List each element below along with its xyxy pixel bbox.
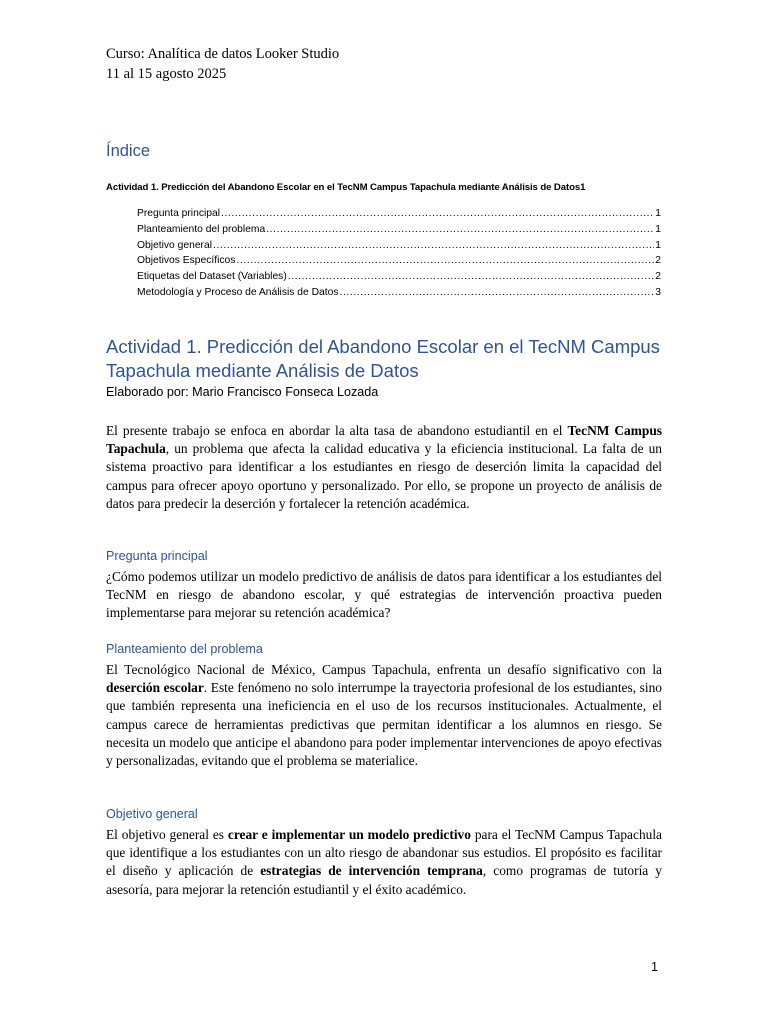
toc-leader-dots (213, 238, 654, 254)
toc-entry-objetivos-especificos[interactable] (137, 253, 661, 269)
course-name: Curso: Analítica de datos Looker Studio (106, 46, 340, 62)
document-title: Actividad 1. Predicción del Abandono Escolar en el TecNM Campus Tapachula mediante Análisis de Datos (106, 336, 660, 381)
toc-entry-label: Planteamiento del problema (137, 223, 266, 235)
toc-entry-planteamiento[interactable] (137, 222, 661, 238)
page-number: 1 (651, 960, 659, 974)
course-dates: 11 al 15 agosto 2025 (106, 66, 227, 82)
toc-leader-dots (288, 269, 655, 285)
objetivo-bold-1: crear e implementar un modelo predictivo (227, 827, 471, 842)
heading-pregunta-principal: Pregunta principal (106, 549, 208, 563)
toc-entry-pregunta-principal[interactable] (137, 206, 661, 222)
planteamiento-bold: deserción escolar (106, 680, 204, 696)
objetivo-bold-2: estrategias de intervención temprana (260, 863, 483, 879)
planteamiento-text-1: El Tecnológico Nacional de México, Campus Tapachula, enfrenta un desafío significativo con la (106, 662, 662, 677)
toc-leader-dots (221, 206, 654, 222)
toc-main-entry[interactable]: Actividad 1. Predicción del Abandono Escolar en el TecNM Campus Tapachula mediante Análisis de Datos1 (106, 182, 586, 193)
intro-text-1: El presente trabajo se enfoca en abordar la alta tasa de abandono estudiantil en el (106, 423, 568, 438)
author-line: Elaborado por: Mario Francisco Fonseca Lozada (106, 385, 379, 399)
toc-leader-dots (266, 222, 654, 238)
toc-entry-metodologia[interactable] (137, 285, 661, 301)
planteamiento-text-2: . Este fenómeno no solo interrumpe la trayectoria profesional de los estudiantes, sino que también representa una ineficiencia en el uso de los recursos institucionales. Actualmente, el campus carece de herramientas predictivas que permitan identificar a los alumnos en riesgo. Se necesita un modelo que anticipe el abandono para poder implementar intervenciones de apoyo efectivas y personalizadas, evitando que el problema se materialice. (106, 680, 662, 769)
intro-text-2: , un problema que afecta la calidad educativa y la eficiencia institucional. La falta de un sistema proactivo para identificar a los estudiantes en riesgo de deserción limita la capacidad del campus para ofrecer apoyo oportuno y personalizado. Por ello, se propone un proyecto de análisis de datos para predecir la deserción y fortalecer la retención académica. (106, 441, 662, 511)
toc-entry-page: 1 (655, 239, 661, 251)
toc-entry-label: Objetivo general (137, 239, 212, 251)
toc-entry-label: Pregunta principal (137, 208, 220, 219)
toc-entry-label: Objetivos Específicos (137, 255, 236, 267)
table-of-contents (137, 206, 661, 301)
toc-entry-page: 2 (655, 271, 661, 283)
toc-entry-objetivo-general[interactable] (137, 238, 661, 254)
toc-entry-page: 1 (655, 208, 661, 219)
toc-entry-page: 3 (655, 286, 661, 298)
objetivo-text-2: para el TecNM Campus Tapachula que identifique a los estudiantes con un alto riesgo de abandonar sus estudios. El propósito es facilitar el diseño y aplicación de (106, 827, 662, 879)
objetivo-text-3: , como programas de tutoría y asesoría, para mejorar la retención estudiantil y el éxito académico. (106, 863, 662, 897)
planteamiento-paragraph (106, 661, 662, 770)
toc-entry-etiquetas-dataset[interactable] (137, 269, 661, 285)
toc-leader-dots (236, 253, 654, 269)
toc-entry-page: 2 (655, 255, 661, 267)
objetivo-text-1: El objetivo general es (106, 827, 228, 842)
objetivo-paragraph (106, 826, 662, 899)
index-title: Índice (106, 142, 151, 160)
toc-entry-label: Metodología y Proceso de Análisis de Datos (137, 286, 339, 298)
heading-objetivo-general: Objetivo general (106, 807, 198, 821)
heading-planteamiento: Planteamiento del problema (106, 642, 263, 656)
toc-entry-label: Etiquetas del Dataset (Variables) (137, 271, 287, 283)
toc-leader-dots (339, 285, 654, 301)
intro-paragraph (106, 422, 662, 513)
intro-bold-campus: TecNM Campus Tapachula (106, 423, 662, 457)
document-header (106, 44, 339, 84)
toc-entry-page: 1 (655, 223, 661, 235)
pregunta-paragraph: ¿Cómo podemos utilizar un modelo predictivo de análisis de datos para identificar a los estudiantes del TecNM en riesgo de abandono escolar, y qué estrategias de intervención proactiva pueden implementarse para mejorar su retención académica? (106, 569, 662, 621)
